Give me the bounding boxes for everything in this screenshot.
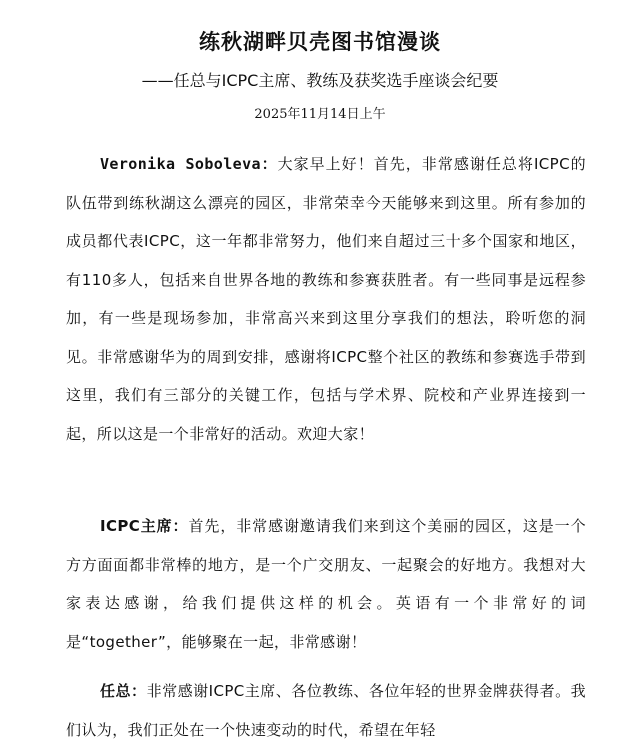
document-date: 2025年11月14日上午 [254, 107, 386, 122]
speaker-label: 任总： [100, 682, 147, 700]
paragraph-text: 首先，非常感谢邀请我们来到这个美丽的园区，这是一个方方面面都非常棒的地方，是一个广交朋友、一起聚会的好地方。我想对大家表达感谢，给我们提供这样的机会。英语有一个非常好的词是“together”，能够聚在一起，非常感谢！ [66, 517, 586, 651]
speaker-label: Veronika Soboleva： [100, 155, 278, 173]
document-subtitle: ——任总与ICPC主席、教练及获奖选手座谈会纪要 [141, 71, 499, 90]
paragraph-veronika [66, 145, 586, 453]
paragraph-text: 大家早上好！首先，非常感谢任总将ICPC的队伍带到练秋湖这么漂亮的园区，非常荣幸今天能够来到这里。所有参加的成员都代表ICPC，这一年都非常努力，他们来自超过三十多个国家和地区，有110多人，包括来自世界各地的教练和参赛获胜者。有一些同事是远程参加，有一些是现场参加，非常高兴来到这里分享我们的想法，聆听您的洞见。非常感谢华为的周到安排，感谢将ICPC整个社区的教练和参赛选手带到这里，我们有三部分的关键工作，包括与学术界、院校和产业界连接到一起，所以这是一个非常好的活动。欢迎大家！ [66, 155, 586, 443]
paragraph-icpc-chair [66, 507, 586, 661]
speaker-label: ICPC主席： [100, 517, 189, 535]
paragraph-text: 非常感谢ICPC主席、各位教练、各位年轻的世界金牌获得者。我们认为，我们正处在一个快速变动的时代，希望在年轻 [66, 682, 587, 739]
document-title: 练秋湖畔贝壳图书馆漫谈 [199, 30, 441, 54]
paragraph-ren [66, 672, 586, 749]
